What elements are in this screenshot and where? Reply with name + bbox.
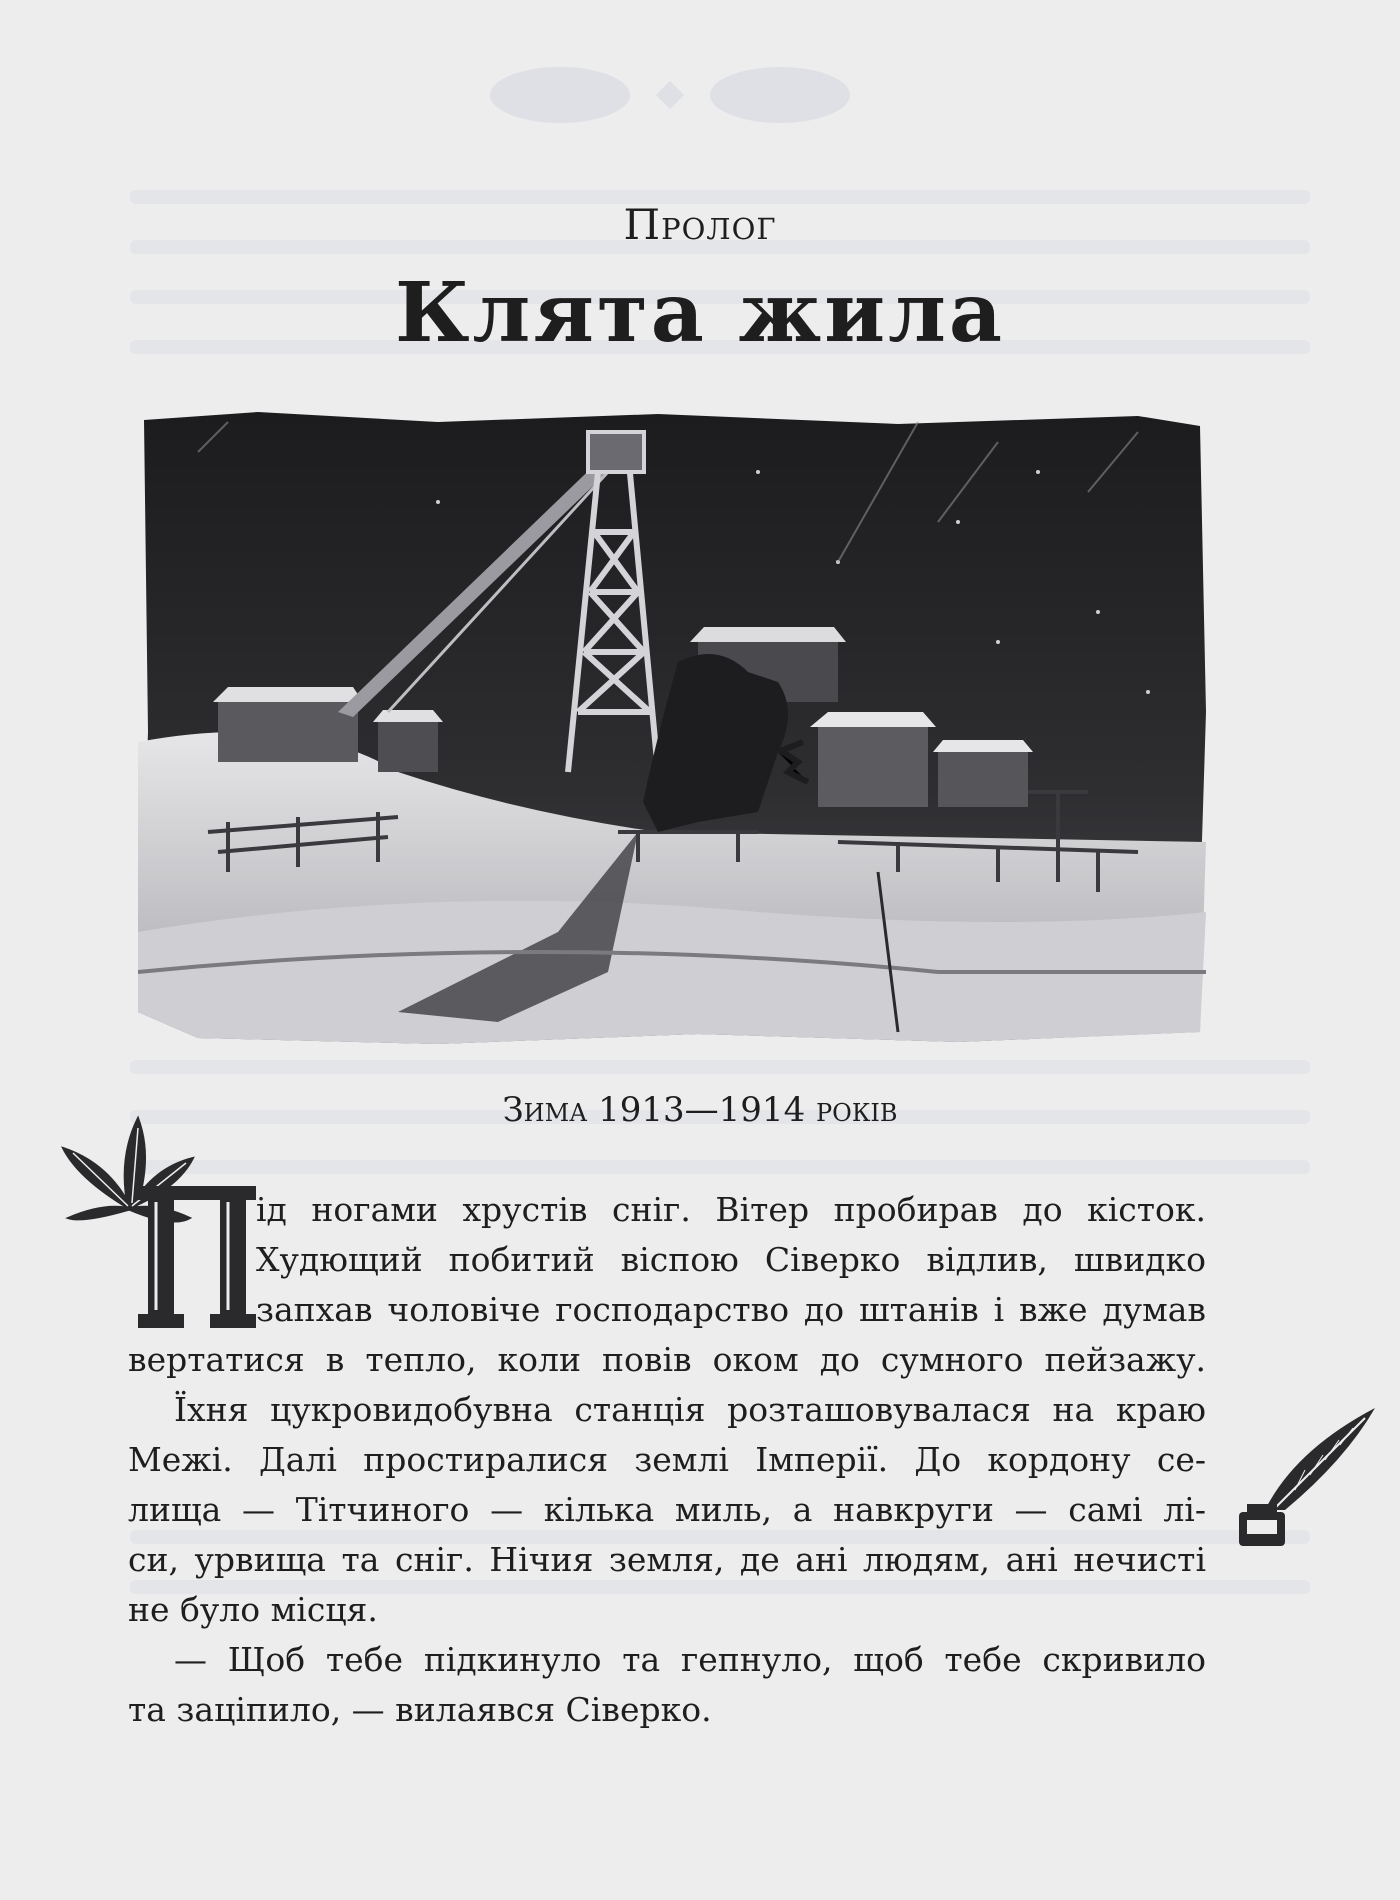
text-line: ід ногами хрустів сніг. Вітер пробирав до кісток. <box>256 1190 1206 1229</box>
text-line: Межі. Далі простиралися землі Імперії. До кордону се- <box>128 1440 1206 1479</box>
illustration-caption: Зима 1913—1914 років <box>502 1090 898 1130</box>
text-line: та заціпило, — вилаявся Сіверко. <box>128 1690 712 1729</box>
winter-mine-illustration <box>138 412 1206 1047</box>
text-line: лища — Тітчиного — кілька миль, а навкруги — самі лі- <box>128 1490 1206 1529</box>
text-line: запхав чоловіче господарство до штанів і вже думав <box>256 1290 1206 1329</box>
text-line: Їхня цукровидобувна станція розташовувалася на краю <box>174 1390 1206 1429</box>
quill-inkwell-icon <box>1225 1400 1385 1550</box>
text-line: — Щоб тебе підкинуло та гепнуло, щоб тебе скривило <box>174 1640 1206 1679</box>
body-text <box>128 1185 1206 1735</box>
text-line: си, урвища та сніг. Нічия земля, де ані людям, ані нечисті <box>128 1540 1206 1579</box>
floral-ornament-icon <box>470 55 870 135</box>
chapter-title: Клята жила <box>394 265 1006 361</box>
text-line: не було місця. <box>128 1590 378 1629</box>
text-line: Худющий побитий віспою Сіверко відлив, швидко <box>256 1240 1206 1279</box>
prologue-label: Пролог <box>623 200 777 249</box>
text-line: вертатися в тепло, коли повів оком до сумного пейзажу. <box>128 1340 1206 1379</box>
